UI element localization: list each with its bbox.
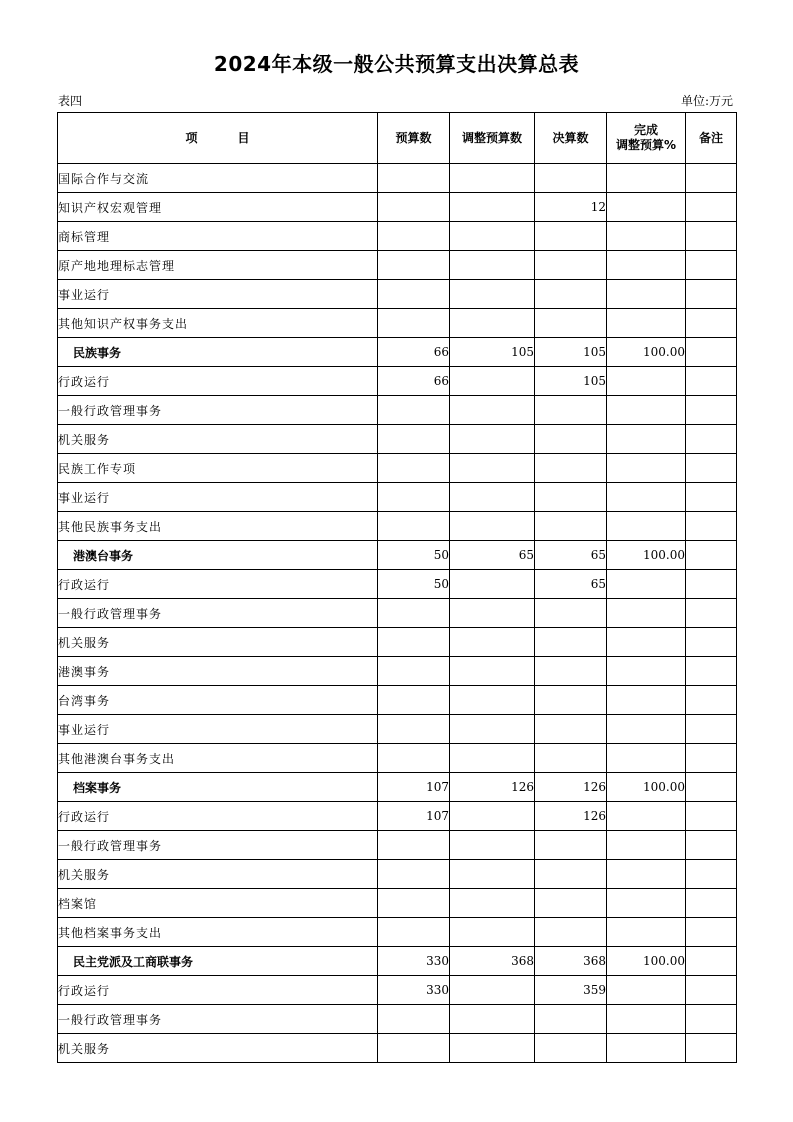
row-name: 行政运行: [58, 802, 378, 831]
row-final: [535, 222, 607, 251]
row-completion: [607, 744, 686, 773]
row-final: [535, 164, 607, 193]
row-note: [686, 918, 737, 947]
row-name: 一般行政管理事务: [58, 1005, 378, 1034]
table-row: [58, 396, 737, 425]
row-final: 105: [535, 367, 607, 396]
row-completion: [607, 570, 686, 599]
row-note: [686, 367, 737, 396]
row-budget: [378, 454, 450, 483]
table-row: [58, 280, 737, 309]
row-budget: [378, 744, 450, 773]
table-row: [58, 599, 737, 628]
row-completion: [607, 512, 686, 541]
row-budget: 330: [378, 976, 450, 1005]
row-name: 其他港澳台事务支出: [58, 744, 378, 773]
row-note: [686, 802, 737, 831]
row-budget: 50: [378, 541, 450, 570]
table-row: [58, 164, 737, 193]
row-adjusted: [450, 280, 535, 309]
row-final: [535, 831, 607, 860]
header-completion-line2: 调整预算%: [615, 138, 677, 152]
row-completion: [607, 1005, 686, 1034]
row-final: 359: [535, 976, 607, 1005]
row-completion: [607, 222, 686, 251]
row-name: 一般行政管理事务: [58, 396, 378, 425]
row-adjusted: [450, 1005, 535, 1034]
row-note: [686, 251, 737, 280]
row-name: 知识产权宏观管理: [58, 193, 378, 222]
row-budget: [378, 512, 450, 541]
row-completion: 100.00: [607, 338, 686, 367]
row-final: 65: [535, 541, 607, 570]
row-budget: [378, 860, 450, 889]
row-final: [535, 889, 607, 918]
row-adjusted: [450, 744, 535, 773]
row-budget: 66: [378, 338, 450, 367]
row-budget: [378, 280, 450, 309]
row-name: 台湾事务: [58, 686, 378, 715]
row-adjusted: [450, 599, 535, 628]
row-note: [686, 193, 737, 222]
row-name: 国际合作与交流: [58, 164, 378, 193]
row-name: 商标管理: [58, 222, 378, 251]
row-final: [535, 860, 607, 889]
table-row: [58, 483, 737, 512]
row-name: 行政运行: [58, 570, 378, 599]
header-completion: [607, 113, 686, 164]
table-row: [58, 251, 737, 280]
row-final: [535, 599, 607, 628]
row-final: [535, 918, 607, 947]
row-adjusted: [450, 483, 535, 512]
row-note: [686, 831, 737, 860]
row-budget: [378, 1034, 450, 1063]
row-name: 其他档案事务支出: [58, 918, 378, 947]
row-adjusted: [450, 251, 535, 280]
table-row: [58, 425, 737, 454]
row-completion: [607, 280, 686, 309]
row-completion: [607, 164, 686, 193]
row-note: [686, 947, 737, 976]
row-adjusted: [450, 512, 535, 541]
row-adjusted: [450, 309, 535, 338]
row-name: 原产地地理标志管理: [58, 251, 378, 280]
row-adjusted: [450, 889, 535, 918]
row-final: [535, 657, 607, 686]
page-title: 2024年本级一般公共预算支出决算总表: [213, 52, 580, 76]
row-note: [686, 715, 737, 744]
row-note: [686, 483, 737, 512]
table-header-row: [58, 113, 737, 164]
table-row: [58, 570, 737, 599]
row-final: [535, 628, 607, 657]
table-row: [58, 889, 737, 918]
row-name: 档案事务: [58, 773, 378, 802]
row-name: 机关服务: [58, 628, 378, 657]
row-completion: [607, 396, 686, 425]
category-row: [58, 773, 737, 802]
row-note: [686, 309, 737, 338]
row-budget: [378, 918, 450, 947]
row-budget: [378, 251, 450, 280]
row-budget: 107: [378, 802, 450, 831]
table-row: [58, 309, 737, 338]
row-note: [686, 744, 737, 773]
row-budget: [378, 628, 450, 657]
table-row: [58, 802, 737, 831]
category-row: [58, 541, 737, 570]
category-row: [58, 947, 737, 976]
row-completion: [607, 483, 686, 512]
table-row: [58, 193, 737, 222]
row-note: [686, 280, 737, 309]
row-final: [535, 396, 607, 425]
row-adjusted: [450, 918, 535, 947]
row-budget: 50: [378, 570, 450, 599]
row-name: 一般行政管理事务: [58, 831, 378, 860]
row-note: [686, 454, 737, 483]
row-name: 港澳事务: [58, 657, 378, 686]
row-final: [535, 280, 607, 309]
row-budget: [378, 1005, 450, 1034]
row-name: 机关服务: [58, 1034, 378, 1063]
row-name: 事业运行: [58, 280, 378, 309]
row-name: 民族工作专项: [58, 454, 378, 483]
row-adjusted: 105: [450, 338, 535, 367]
table-row: [58, 976, 737, 1005]
row-completion: 100.00: [607, 541, 686, 570]
row-completion: 100.00: [607, 947, 686, 976]
row-adjusted: 65: [450, 541, 535, 570]
row-adjusted: [450, 570, 535, 599]
row-note: [686, 976, 737, 1005]
row-adjusted: [450, 1034, 535, 1063]
row-adjusted: [450, 222, 535, 251]
row-note: [686, 773, 737, 802]
row-final: [535, 309, 607, 338]
row-final: [535, 1005, 607, 1034]
row-completion: [607, 367, 686, 396]
table-row: [58, 744, 737, 773]
row-adjusted: 126: [450, 773, 535, 802]
row-final: [535, 454, 607, 483]
row-completion: [607, 193, 686, 222]
header-item-b: 目: [237, 130, 250, 145]
row-final: 12: [535, 193, 607, 222]
row-adjusted: [450, 860, 535, 889]
row-note: [686, 1034, 737, 1063]
header-item-a: 项: [185, 130, 198, 145]
row-note: [686, 512, 737, 541]
row-name: 其他民族事务支出: [58, 512, 378, 541]
row-name: 行政运行: [58, 976, 378, 1005]
table-row: [58, 1005, 737, 1034]
row-completion: [607, 686, 686, 715]
category-row: [58, 338, 737, 367]
row-adjusted: 368: [450, 947, 535, 976]
row-budget: [378, 309, 450, 338]
budget-table: [57, 112, 737, 1063]
row-adjusted: [450, 976, 535, 1005]
table-row: [58, 222, 737, 251]
row-final: 126: [535, 773, 607, 802]
row-completion: [607, 802, 686, 831]
row-final: 105: [535, 338, 607, 367]
row-completion: [607, 657, 686, 686]
row-adjusted: [450, 657, 535, 686]
row-note: [686, 425, 737, 454]
row-budget: 107: [378, 773, 450, 802]
row-adjusted: [450, 425, 535, 454]
header-note: 备注: [686, 113, 737, 164]
row-final: 65: [535, 570, 607, 599]
row-note: [686, 889, 737, 918]
row-adjusted: [450, 396, 535, 425]
row-final: [535, 425, 607, 454]
row-budget: [378, 222, 450, 251]
row-completion: [607, 454, 686, 483]
row-note: [686, 686, 737, 715]
row-completion: [607, 918, 686, 947]
table-row: [58, 628, 737, 657]
row-completion: [607, 715, 686, 744]
row-budget: 66: [378, 367, 450, 396]
header-budget: 预算数: [378, 113, 450, 164]
row-name: 事业运行: [58, 483, 378, 512]
row-completion: [607, 860, 686, 889]
row-budget: [378, 483, 450, 512]
table-row: [58, 657, 737, 686]
row-final: [535, 251, 607, 280]
row-completion: [607, 1034, 686, 1063]
row-budget: [378, 889, 450, 918]
row-budget: [378, 686, 450, 715]
row-note: [686, 657, 737, 686]
row-name: 其他知识产权事务支出: [58, 309, 378, 338]
row-completion: [607, 831, 686, 860]
row-budget: [378, 599, 450, 628]
row-name: 一般行政管理事务: [58, 599, 378, 628]
row-adjusted: [450, 802, 535, 831]
table-row: [58, 512, 737, 541]
row-name: 机关服务: [58, 425, 378, 454]
header-item: [58, 113, 378, 164]
row-completion: 100.00: [607, 773, 686, 802]
row-name: 行政运行: [58, 367, 378, 396]
row-name: 民主党派及工商联事务: [58, 947, 378, 976]
row-final: [535, 483, 607, 512]
row-completion: [607, 251, 686, 280]
row-note: [686, 164, 737, 193]
row-note: [686, 860, 737, 889]
table-row: [58, 831, 737, 860]
row-final: [535, 744, 607, 773]
row-final: [535, 1034, 607, 1063]
row-budget: [378, 831, 450, 860]
row-name: 民族事务: [58, 338, 378, 367]
row-budget: [378, 425, 450, 454]
row-note: [686, 338, 737, 367]
table-row: [58, 918, 737, 947]
table-row: [58, 715, 737, 744]
row-budget: 330: [378, 947, 450, 976]
row-budget: [378, 396, 450, 425]
header-adjusted: 调整预算数: [450, 113, 535, 164]
table-row: [58, 367, 737, 396]
row-final: [535, 715, 607, 744]
row-completion: [607, 599, 686, 628]
row-adjusted: [450, 686, 535, 715]
row-name: 档案馆: [58, 889, 378, 918]
row-note: [686, 570, 737, 599]
row-name: 港澳台事务: [58, 541, 378, 570]
row-completion: [607, 425, 686, 454]
row-note: [686, 1005, 737, 1034]
row-final: [535, 512, 607, 541]
row-completion: [607, 628, 686, 657]
row-final: 126: [535, 802, 607, 831]
row-budget: [378, 715, 450, 744]
table-row: [58, 860, 737, 889]
row-adjusted: [450, 831, 535, 860]
table-id-label: 表四: [58, 94, 83, 108]
row-note: [686, 541, 737, 570]
row-adjusted: [450, 628, 535, 657]
row-completion: [607, 976, 686, 1005]
row-budget: [378, 657, 450, 686]
row-note: [686, 599, 737, 628]
row-final: [535, 686, 607, 715]
row-note: [686, 396, 737, 425]
row-completion: [607, 889, 686, 918]
row-note: [686, 222, 737, 251]
row-completion: [607, 309, 686, 338]
table-row: [58, 454, 737, 483]
row-adjusted: [450, 715, 535, 744]
row-budget: [378, 193, 450, 222]
row-budget: [378, 164, 450, 193]
row-name: 机关服务: [58, 860, 378, 889]
table-row: [58, 686, 737, 715]
row-note: [686, 628, 737, 657]
header-final: 决算数: [535, 113, 607, 164]
row-final: 368: [535, 947, 607, 976]
unit-label: 单位:万元: [680, 94, 733, 108]
row-adjusted: [450, 454, 535, 483]
table-row: [58, 1034, 737, 1063]
header-completion-line1: 完成: [633, 123, 658, 137]
row-adjusted: [450, 367, 535, 396]
row-adjusted: [450, 164, 535, 193]
table-body: [58, 164, 737, 1063]
row-name: 事业运行: [58, 715, 378, 744]
row-adjusted: [450, 193, 535, 222]
